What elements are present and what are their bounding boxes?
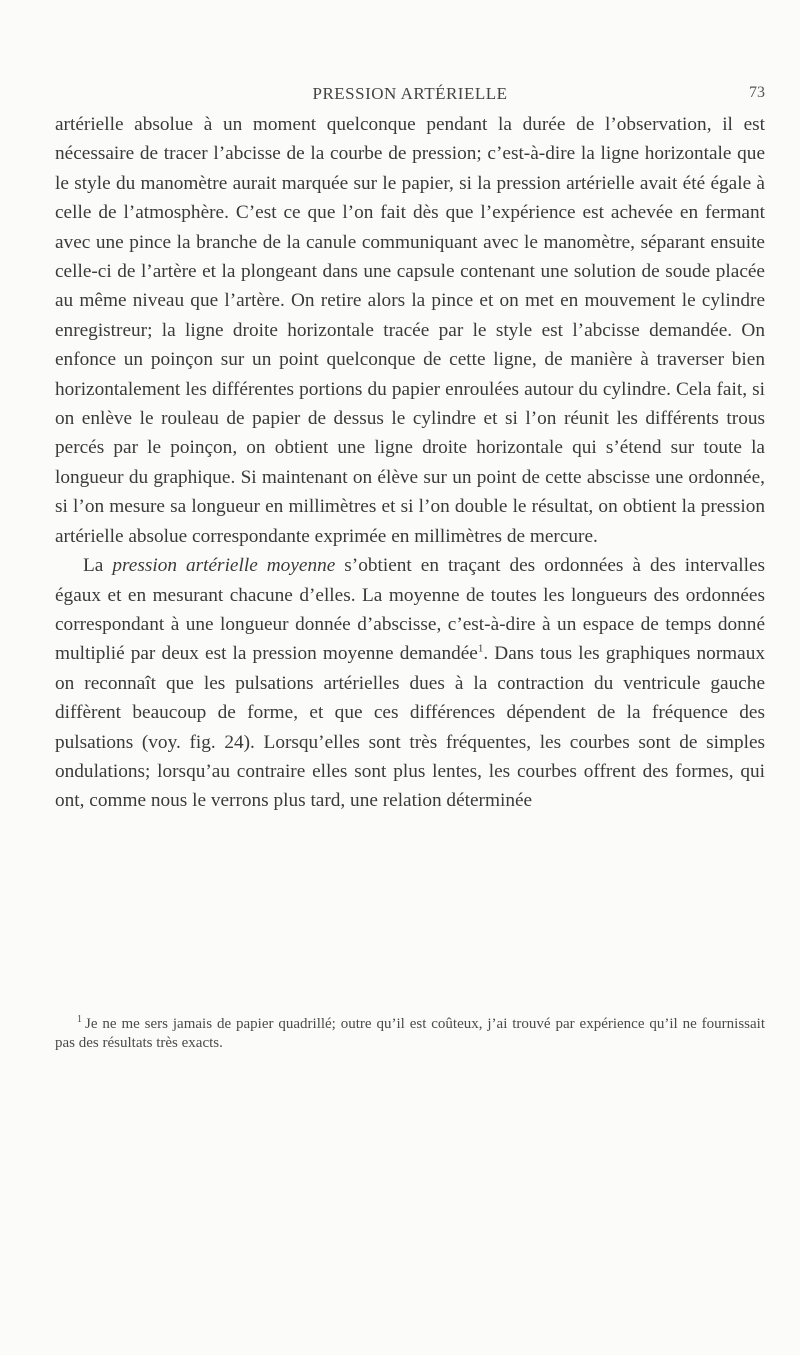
page-number: 73 <box>749 84 765 101</box>
paragraph-text-part1: s’obtient en traçant des ordonnées à des intervalles égaux et en mesurant chacune d’elles. La moyenne de toutes les longueurs des ordonnées correspondant à une longueur donnée d’abscisse, c’est-à-dire à un espace de temps donné multiplié par deux est la pression moyenne demandée <box>55 555 766 665</box>
running-head <box>55 84 765 108</box>
italic-term: pression artérielle moyenne <box>112 555 336 577</box>
paragraph-abscissa: artérielle absolue à un moment quelconque pendant la durée de l’observation, il est nécessaire de tracer l’abcisse de la courbe de pression; c’est-à-dire la ligne horizontale que le style du manomètre aurait marquée sur le papier, si la pression artérielle avait été égale à celle de l’atmosphère. C’est ce que l’on fait dès que l’expérience est achevée en fermant avec une pince la branche de la canule communiquant avec le manomètre, séparant ensuite celle-ci de l’artère et la plongeant dans une capsule contenant une solution de soude placée au même niveau que l’artère. On retire alors la pince et on met en mouvement le cylindre enregistreur; la ligne droite horizontale tracée par le style est l’abcisse demandée. On enfonce un poinçon sur un point quelconque de cette ligne, de manière à traverser bien horizontalement les différentes portions du papier enroulées autour du cylindre. Cela fait, si on enlève le rouleau de papier de dessus le cylindre et si l’on réunit les différents trous percés par le poinçon, on obtient une ligne droite horizontale qui s’étend sur toute la longueur du graphique. Si maintenant on élève sur un point de cette abscisse une ordonnée, si l’on mesure sa longueur en millimètres et si l’on double le résultat, on obtient la pression artérielle absolue correspondante exprimée en millimètres de mercure. <box>55 114 765 547</box>
body-text <box>55 110 765 816</box>
paragraph-lead: La <box>83 555 113 577</box>
running-title: PRESSION ARTÉRIELLE <box>312 84 508 103</box>
footnote-mark: 1 <box>77 1014 82 1025</box>
footnote-reference: 1 <box>477 642 484 655</box>
paragraph-text-part2: . Dans tous les graphiques normaux on reconnaît que les pulsations artérielles dues à la contraction du ventricule gauche diffèrent beaucoup de forme, et que ces différences dépendent de la fréquence des pulsations (voy. fig. 24). Lorsqu’elles sont très fréquentes, les courbes sont de simples ondulations; lorsqu’au contraire elles sont plus lentes, les courbes offrent des formes, qui ont, comme nous le verrons plus tard, une relation déterminée <box>55 643 766 812</box>
footnote <box>55 1015 765 1053</box>
footnote-text: Je ne me sers jamais de papier quadrillé; outre qu’il est coûteux, j’ai trouvé par expérience qu’il ne fournissait pas des résultats très exacts. <box>55 1016 765 1051</box>
paragraph-mean-pressure <box>55 551 765 816</box>
